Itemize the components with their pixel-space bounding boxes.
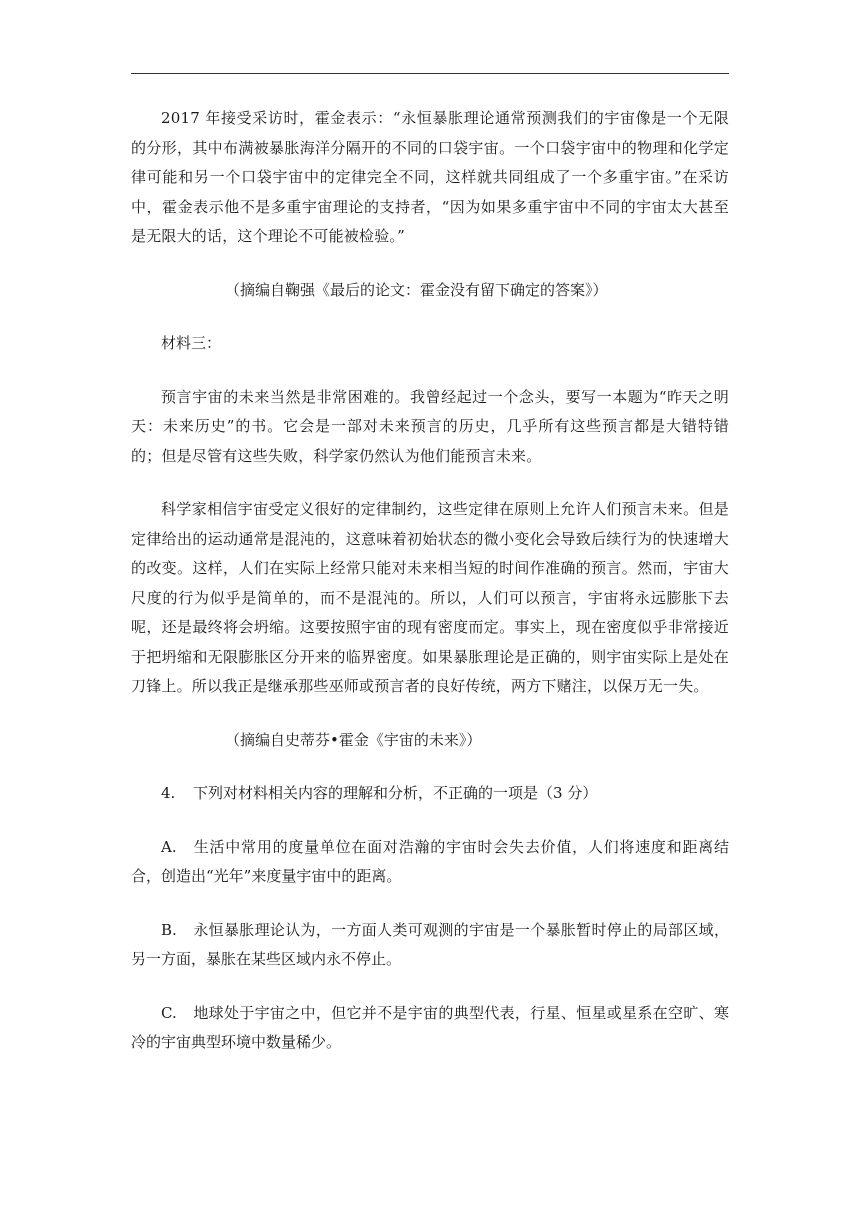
option-letter: B. xyxy=(161,920,177,939)
source-citation-1: （摘编自鞠强《最后的论文：霍金没有留下确定的答案》） xyxy=(225,280,608,299)
paragraph-predicting-future: 预言宇宙的未来当然是非常困难的。我曾经起过一个念头，要写一本题为“昨天之明天：未来历史”的书。它会是一部对未来预言的历史，几乎所有这些预言都是大错特错的；但是尽管有这些失败，科学家仍然认为他们能预言未来。 xyxy=(131,387,729,465)
document-body xyxy=(131,104,729,1058)
question-4-stem xyxy=(131,779,729,809)
question-text: 下列对材料相关内容的理解和分析，不正确的一项是（3 分） xyxy=(193,784,598,802)
paragraph-hawking-interview: 2017 年接受采访时，霍金表示：“永恒暴胀理论通常预测我们的宇宙像是一个无限的分形，其中布满被暴胀海洋分隔开的不同的口袋宇宙。一个口袋宇宙中的物理和化学定律可能和另一个口袋宇宙中的定律完全不同，这样就共同组成了一个多重宇宙。”在采访中，霍金表示他不是多重宇宙理论的支持者，“因为如果多重宇宙中不同的宇宙太大甚至是无限大的话，这个理论不可能被检验。” xyxy=(131,109,729,245)
question-number: 4. xyxy=(161,784,176,802)
option-b xyxy=(131,916,729,975)
header-rule xyxy=(131,73,729,74)
option-letter: A. xyxy=(161,837,177,856)
option-a xyxy=(131,833,729,892)
material-three-heading: 材料三： xyxy=(161,334,222,352)
paragraph-scientific-laws: 科学家相信宇宙受定义很好的定律制约，这些定律在原则上允许人们预言未来。但是定律给出的运动通常是混沌的，这意味着初始状态的微小变化会导致后续行为的快速增大的改变。这样，人们在实际上经常只能对未来相当短的时间作准确的预言。然而，宇宙大尺度的行为似乎是简单的，而不是混沌的。所以，人们可以预言，宇宙将永远膨胀下去呢，还是最终将会坍缩。这要按照宇宙的现有密度而定。事实上，现在密度似乎非常接近于把坍缩和无限膨胀区分开来的临界密度。如果暴胀理论是正确的，则宇宙实际上是处在刀锋上。所以我正是继承那些巫师或预言者的良好传统，两方下赌注，以保万无一失。 xyxy=(131,500,729,695)
option-text: 地球处于宇宙之中，但它并不是宇宙的典型代表，行星、恒星或星系在空旷、寒冷的宇宙典型环境中数量稀少。 xyxy=(131,1003,729,1051)
option-text: 永恒暴胀理论认为，一方面人类可观测的宇宙是一个暴胀暂时停止的局部区域，另一方面，暴胀在某些区域内永不停止。 xyxy=(131,920,729,968)
option-text: 生活中常用的度量单位在面对浩瀚的宇宙时会失去价值，人们将速度和距离结合，创造出“光年”来度量宇宙中的距离。 xyxy=(131,837,729,885)
source-citation-2: （摘编自史蒂芬•霍金《宇宙的未来》） xyxy=(225,730,482,749)
option-c xyxy=(131,999,729,1058)
option-letter: C. xyxy=(161,1003,177,1022)
